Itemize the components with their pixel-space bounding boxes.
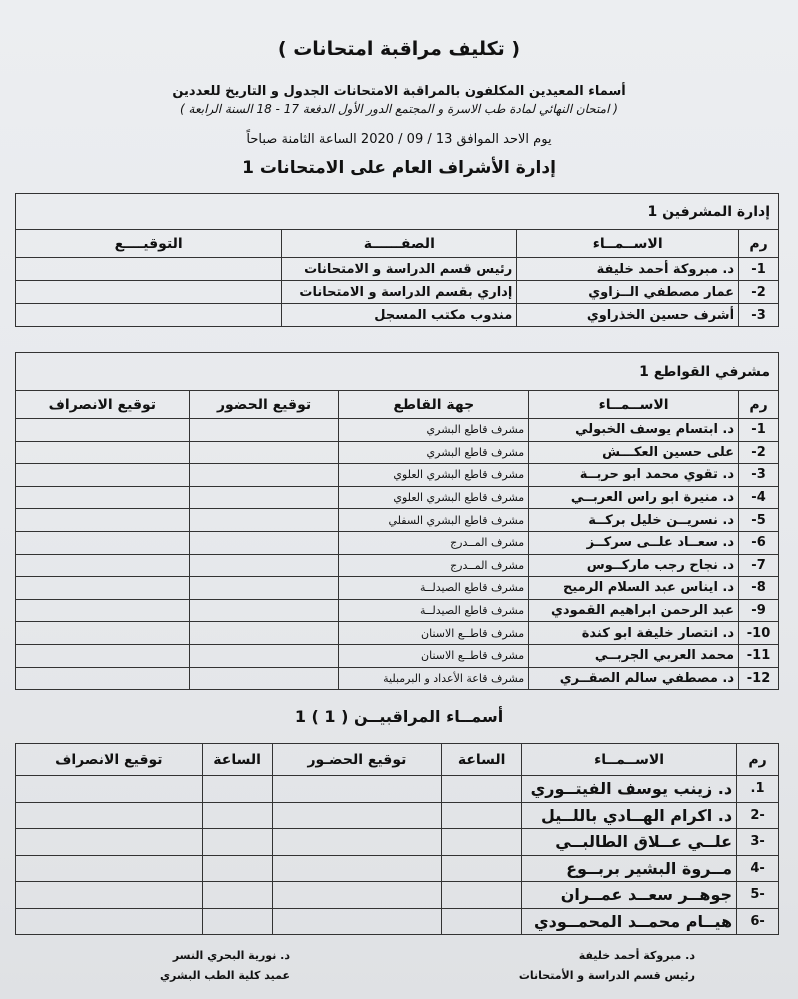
- proctors-table: [15, 743, 779, 935]
- row-sector: مشرف قاطع البشري السفلي: [339, 509, 529, 532]
- attendance-signature-cell: [189, 599, 339, 622]
- departure-signature-cell: [16, 577, 190, 600]
- row-sector: مشرف المــدرج: [339, 554, 529, 577]
- column-header: توقيع الانصراف: [16, 391, 190, 419]
- date-line: يوم الاحد الموافق 13 / 09 / 2020 الساعة الثامنة صباحاً: [246, 132, 552, 147]
- attendance-signature-cell: [189, 419, 339, 442]
- time-cell: [202, 802, 272, 829]
- row-name: د. مبروكة أحمد خليفة: [517, 258, 739, 281]
- time-cell: [442, 855, 522, 882]
- row-number: 1-: [739, 419, 779, 442]
- row-number: -5: [737, 882, 779, 909]
- signature-cell: [16, 258, 282, 281]
- column-header: رم: [739, 230, 779, 258]
- row-name: عبد الرحمن ابراهيم القمودي: [529, 599, 739, 622]
- departure-signature-cell: [16, 802, 203, 829]
- row-number: 2-: [739, 441, 779, 464]
- column-header: الاســمــاء: [517, 230, 739, 258]
- column-header: الساعة: [202, 744, 272, 776]
- column-header: رم: [737, 744, 779, 776]
- column-header: توقيع الحضور: [189, 391, 339, 419]
- row-number: 4-: [739, 486, 779, 509]
- row-sector: مشرف قاطع البشري: [339, 441, 529, 464]
- row-name: هيــام محمــد المحمــودي: [522, 908, 737, 935]
- row-number: 3-: [739, 304, 779, 327]
- attendance-signature-cell: [189, 667, 339, 690]
- departure-signature-cell: [16, 531, 190, 554]
- column-header: التوقيــــع: [16, 230, 282, 258]
- attendance-signature-cell: [189, 554, 339, 577]
- table-row: [16, 419, 779, 442]
- table-row: [16, 441, 779, 464]
- document-title: ( تكليف مراقبة امتحانات ): [277, 38, 521, 60]
- time-cell: [202, 908, 272, 935]
- time-cell: [202, 829, 272, 856]
- row-name: د. مصطفي سالم الصقــري: [529, 667, 739, 690]
- column-header: الصفــــــة: [282, 230, 517, 258]
- row-name: على حسين العكـــش: [529, 441, 739, 464]
- row-role: رئيس قسم الدراسة و الامتحانات: [282, 258, 517, 281]
- column-header: الاســمــاء: [522, 744, 737, 776]
- row-name: د. ايناس عبد السلام الرميح: [529, 577, 739, 600]
- row-name: د. سعــاد علــى سركــز: [529, 531, 739, 554]
- time-cell: [202, 855, 272, 882]
- row-name: د. منيرة ابو راس العربــي: [529, 486, 739, 509]
- table-row: [16, 829, 779, 856]
- row-sector: مشرف قاطع الصيدلــة: [339, 577, 529, 600]
- row-name: د. انتصار خليفة ابو كندة: [529, 622, 739, 645]
- departure-signature-cell: [16, 882, 203, 909]
- row-number: -2: [737, 802, 779, 829]
- time-cell: [202, 882, 272, 909]
- departure-signature-cell: [16, 486, 190, 509]
- table-row: [16, 577, 779, 600]
- row-name: أشرف حسين الخذراوي: [517, 304, 739, 327]
- signature-cell: [16, 304, 282, 327]
- row-name: عمار مصطفي الــزاوي: [517, 281, 739, 304]
- table-row: [16, 599, 779, 622]
- column-header: رم: [739, 391, 779, 419]
- time-cell: [202, 776, 272, 803]
- departure-signature-cell: [16, 667, 190, 690]
- row-sector: مشرف المــدرج: [339, 531, 529, 554]
- attendance-signature-cell: [189, 644, 339, 667]
- departure-signature-cell: [16, 509, 190, 532]
- signature-dean: [90, 946, 290, 986]
- column-header: جهة القاطع: [339, 391, 529, 419]
- departure-signature-cell: [16, 441, 190, 464]
- signature-title: عميد كلية الطب البشري: [159, 969, 290, 982]
- subtitle-line: أسماء المعيدين المكلفون بالمراقبة الامتحانات الجدول و التاريخ للعددين: [172, 84, 626, 99]
- row-number: -6: [737, 908, 779, 935]
- departure-signature-cell: [16, 419, 190, 442]
- row-number: 10-: [739, 622, 779, 645]
- departure-signature-cell: [16, 644, 190, 667]
- table-row: [16, 882, 779, 909]
- row-number: 6-: [739, 531, 779, 554]
- table-row: [16, 486, 779, 509]
- departure-signature-cell: [16, 855, 203, 882]
- attendance-signature-cell: [272, 802, 442, 829]
- row-number: 1-: [739, 258, 779, 281]
- sector-supervisors-table: [15, 352, 779, 690]
- table-row: [16, 667, 779, 690]
- departure-signature-cell: [16, 599, 190, 622]
- attendance-signature-cell: [189, 622, 339, 645]
- departure-signature-cell: [16, 622, 190, 645]
- proctors-heading: أسمــاء المراقبيــن ( 1 ) 1: [294, 707, 504, 726]
- row-number: 2-: [739, 281, 779, 304]
- row-name: د. ابتسام يوسف الخبولي: [529, 419, 739, 442]
- table-row: [16, 776, 779, 803]
- time-cell: [442, 829, 522, 856]
- section-heading: إدارة الأشراف العام على الامتحانات 1: [242, 158, 556, 178]
- attendance-signature-cell: [272, 776, 442, 803]
- attendance-signature-cell: [189, 531, 339, 554]
- table-row: [16, 644, 779, 667]
- row-sector: مشرف قاطــع الاسنان: [339, 644, 529, 667]
- row-sector: مشرف قاطــع الاسنان: [339, 622, 529, 645]
- row-sector: مشرف قاطع البشري العلوي: [339, 486, 529, 509]
- table-row: [16, 855, 779, 882]
- attendance-signature-cell: [189, 464, 339, 487]
- table-title: إدارة المشرفين 1: [16, 194, 779, 230]
- row-role: مندوب مكتب المسجل: [282, 304, 517, 327]
- table-row: [16, 258, 779, 281]
- row-name: د. تقوي محمد ابو حربــة: [529, 464, 739, 487]
- table-row: [16, 281, 779, 304]
- admin-supervisors-table: [15, 193, 779, 327]
- attendance-signature-cell: [272, 908, 442, 935]
- row-sector: مشرف قاعة الأعداد و البرمبلية: [339, 667, 529, 690]
- table-row: [16, 802, 779, 829]
- row-name: علــي عــلاق الطالبــي: [522, 829, 737, 856]
- exam-info-line: ( امتحان النهائي لمادة طب الاسرة و المجتمع الدور الأول الدفعة 17 - 18 السنة الرابعة ): [180, 102, 618, 116]
- row-name: جوهــر سعــد عمــران: [522, 882, 737, 909]
- departure-signature-cell: [16, 829, 203, 856]
- table-row: [16, 554, 779, 577]
- row-name: د. نسريــن خليل بركــة: [529, 509, 739, 532]
- row-number: 3-: [739, 464, 779, 487]
- attendance-signature-cell: [189, 509, 339, 532]
- departure-signature-cell: [16, 908, 203, 935]
- row-number: 11-: [739, 644, 779, 667]
- row-name: محمد العربي الجربــي: [529, 644, 739, 667]
- column-header: توقيع الانصراف: [16, 744, 203, 776]
- attendance-signature-cell: [272, 855, 442, 882]
- row-sector: مشرف قاطع الصيدلــة: [339, 599, 529, 622]
- row-role: إداري بقسم الدراسة و الامتحانات: [282, 281, 517, 304]
- row-number: -4: [737, 855, 779, 882]
- row-number: 12-: [739, 667, 779, 690]
- signature-exams-head: [465, 946, 695, 986]
- signature-name: د. نورية البحري النسر: [172, 949, 290, 962]
- attendance-signature-cell: [272, 829, 442, 856]
- row-name: د. نجاح رجب ماركــوس: [529, 554, 739, 577]
- row-number: 1.: [737, 776, 779, 803]
- table-row: [16, 622, 779, 645]
- row-sector: مشرف قاطع البشري العلوي: [339, 464, 529, 487]
- row-sector: مشرف قاطع البشري: [339, 419, 529, 442]
- time-cell: [442, 882, 522, 909]
- table-row: [16, 464, 779, 487]
- row-name: مــروة البشير بربــوع: [522, 855, 737, 882]
- signature-title: رئيس قسم الدراسة و الأمتحانات: [518, 969, 695, 982]
- row-number: 7-: [739, 554, 779, 577]
- row-number: 9-: [739, 599, 779, 622]
- column-header: الاســمــاء: [529, 391, 739, 419]
- table-row: [16, 908, 779, 935]
- departure-signature-cell: [16, 554, 190, 577]
- departure-signature-cell: [16, 464, 190, 487]
- departure-signature-cell: [16, 776, 203, 803]
- row-number: 5-: [739, 509, 779, 532]
- table-row: [16, 509, 779, 532]
- time-cell: [442, 908, 522, 935]
- column-header: توقيع الحضـور: [272, 744, 442, 776]
- attendance-signature-cell: [272, 882, 442, 909]
- attendance-signature-cell: [189, 577, 339, 600]
- row-number: -3: [737, 829, 779, 856]
- signature-cell: [16, 281, 282, 304]
- time-cell: [442, 776, 522, 803]
- table-row: [16, 531, 779, 554]
- column-header: الساعة: [442, 744, 522, 776]
- row-name: د. زينب يوسف الفيتــوري: [522, 776, 737, 803]
- table-title: مشرفي القواطع 1: [16, 353, 779, 391]
- attendance-signature-cell: [189, 441, 339, 464]
- row-name: د. اكرام الهــادي باللــيل: [522, 802, 737, 829]
- time-cell: [442, 802, 522, 829]
- table-row: [16, 304, 779, 327]
- attendance-signature-cell: [189, 486, 339, 509]
- row-number: 8-: [739, 577, 779, 600]
- signature-name: د. مبروكة أحمد خليفة: [578, 949, 695, 962]
